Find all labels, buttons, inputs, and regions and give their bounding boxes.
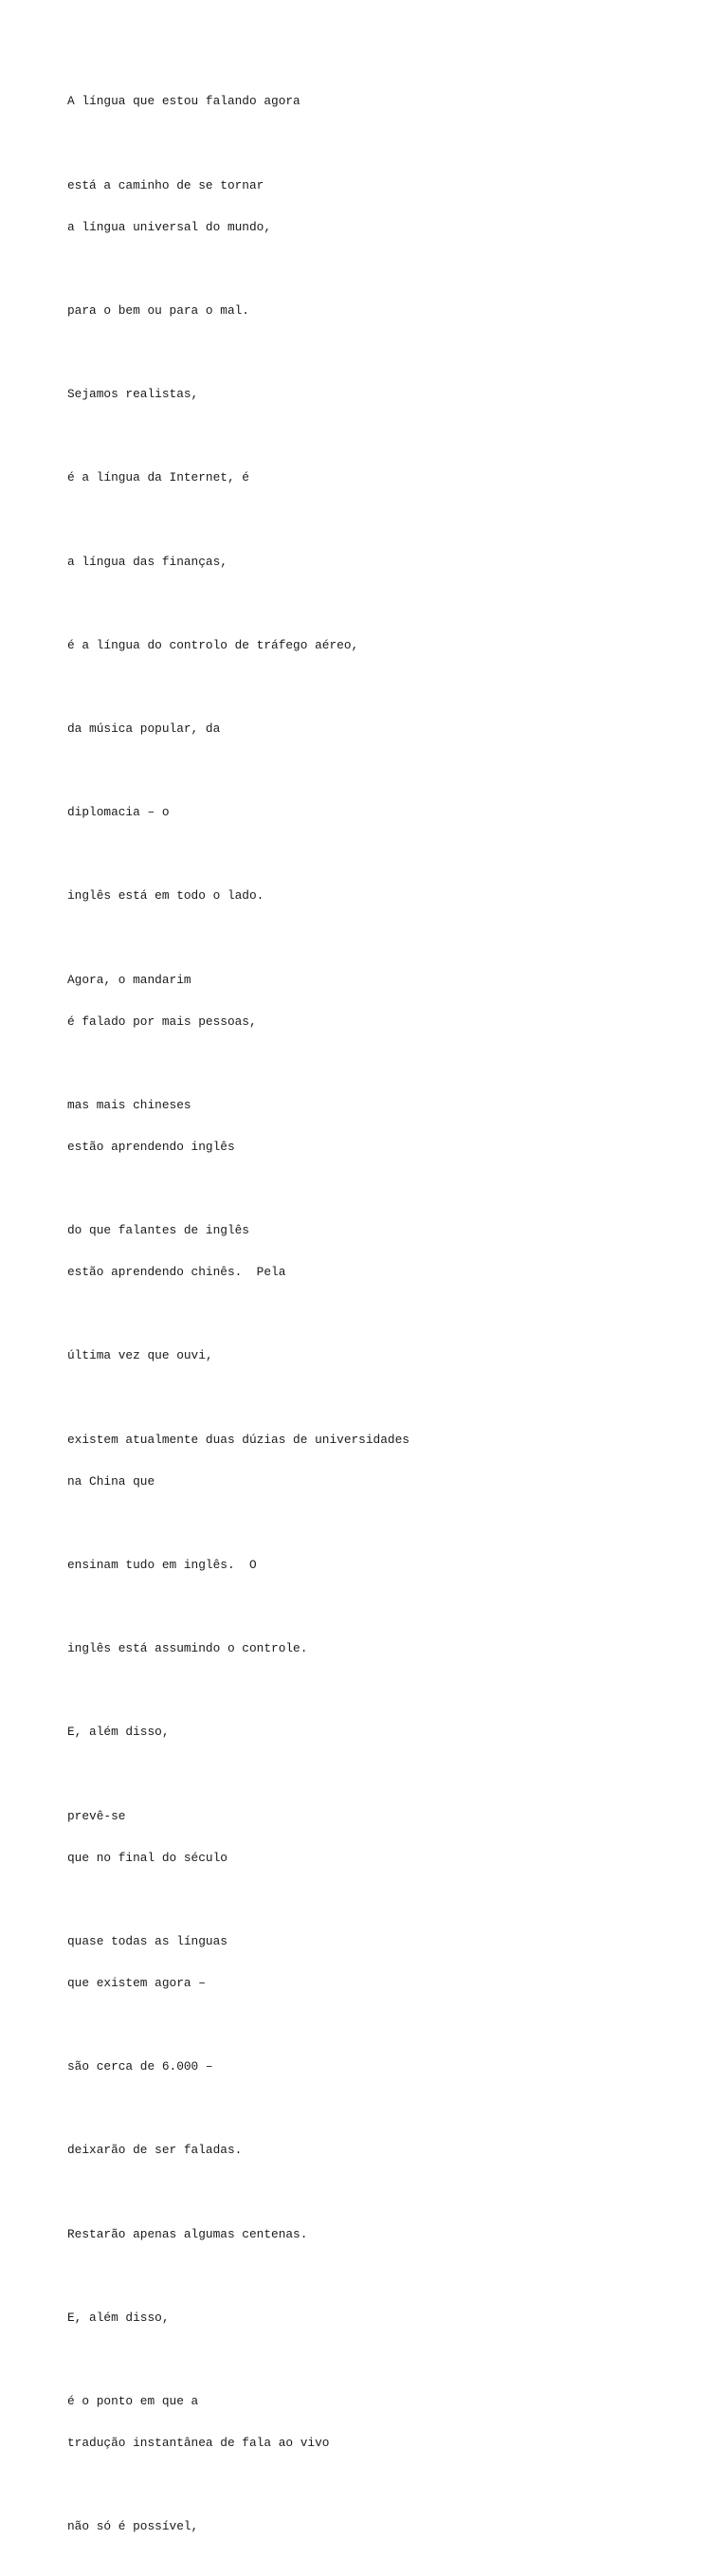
paragraph: [67, 2493, 693, 2563]
paragraph: [67, 277, 693, 347]
text-line: são cerca de 6.000 –: [67, 2059, 213, 2074]
paragraph: [67, 1698, 693, 1768]
text-line: Restarão apenas algumas centenas.: [67, 2226, 308, 2241]
paragraph: [67, 1070, 693, 1182]
paragraph: [67, 2283, 693, 2353]
paragraph: [67, 1615, 693, 1685]
paragraph: [67, 1405, 693, 1517]
text-line: A língua que estou falando agora: [67, 94, 300, 109]
paragraph: [67, 611, 693, 681]
text-line: deixarão de ser faladas.: [67, 2143, 243, 2158]
paragraph: [67, 360, 693, 430]
text-line: do que falantes de inglês: [67, 1223, 249, 1238]
paragraph: [67, 1531, 693, 1601]
text-line: a língua das finanças,: [67, 554, 228, 569]
paragraph: [67, 151, 693, 263]
paragraph: [67, 1908, 693, 2019]
text-line: estão aprendendo inglês: [67, 1139, 235, 1154]
text-line: estão aprendendo chinês. Pela: [67, 1265, 286, 1280]
text-line: existem atualmente duas dúzias de universidades: [67, 1432, 410, 1447]
text-line: quase todas as línguas: [67, 1933, 228, 1948]
paragraph: [67, 2367, 693, 2479]
text-line: é o ponto em que a: [67, 2394, 199, 2409]
paragraph: [67, 2200, 693, 2270]
paragraph: [67, 862, 693, 932]
text-line: da música popular, da: [67, 721, 221, 736]
paragraph: [67, 67, 693, 137]
text-line: última vez que ouvi,: [67, 1348, 213, 1363]
text-line: diplomacia – o: [67, 805, 170, 820]
text-line: inglês está assumindo o controle.: [67, 1641, 308, 1656]
paragraph: [67, 1781, 693, 1893]
text-line: tradução instantânea de fala ao vivo: [67, 2436, 330, 2451]
text-line: na China que: [67, 1473, 155, 1489]
text-line: que existem agora –: [67, 1976, 206, 1991]
paragraph: [67, 527, 693, 597]
text-line: Sejamos realistas,: [67, 387, 199, 402]
text-line: está a caminho de se tornar: [67, 177, 264, 192]
paragraph: [67, 1322, 693, 1392]
document-text-body: [67, 67, 693, 2576]
paragraph: [67, 2116, 693, 2186]
text-line: a língua universal do mundo,: [67, 219, 272, 234]
text-line: é a língua da Internet, é: [67, 470, 249, 485]
text-line: prevê-se: [67, 1808, 126, 1823]
paragraph: [67, 778, 693, 849]
text-line: é falado por mais pessoas,: [67, 1014, 257, 1029]
text-line: Agora, o mandarim: [67, 972, 191, 987]
text-line: E, além disso,: [67, 1725, 170, 1740]
text-line: E, além disso,: [67, 2310, 170, 2325]
paragraph: [67, 444, 693, 514]
paragraph: [67, 2033, 693, 2103]
text-line: inglês está em todo o lado.: [67, 888, 264, 904]
paragraph: [67, 1197, 693, 1308]
text-line: ensinam tudo em inglês. O: [67, 1558, 257, 1572]
text-line: para o bem ou para o mal.: [67, 302, 249, 318]
text-line: é a língua do controlo de tráfego aéreo,: [67, 637, 359, 652]
text-line: não só é possível,: [67, 2519, 199, 2534]
paragraph: [67, 695, 693, 765]
text-line: que no final do século: [67, 1850, 228, 1865]
paragraph: [67, 945, 693, 1057]
text-line: mas mais chineses: [67, 1097, 191, 1112]
